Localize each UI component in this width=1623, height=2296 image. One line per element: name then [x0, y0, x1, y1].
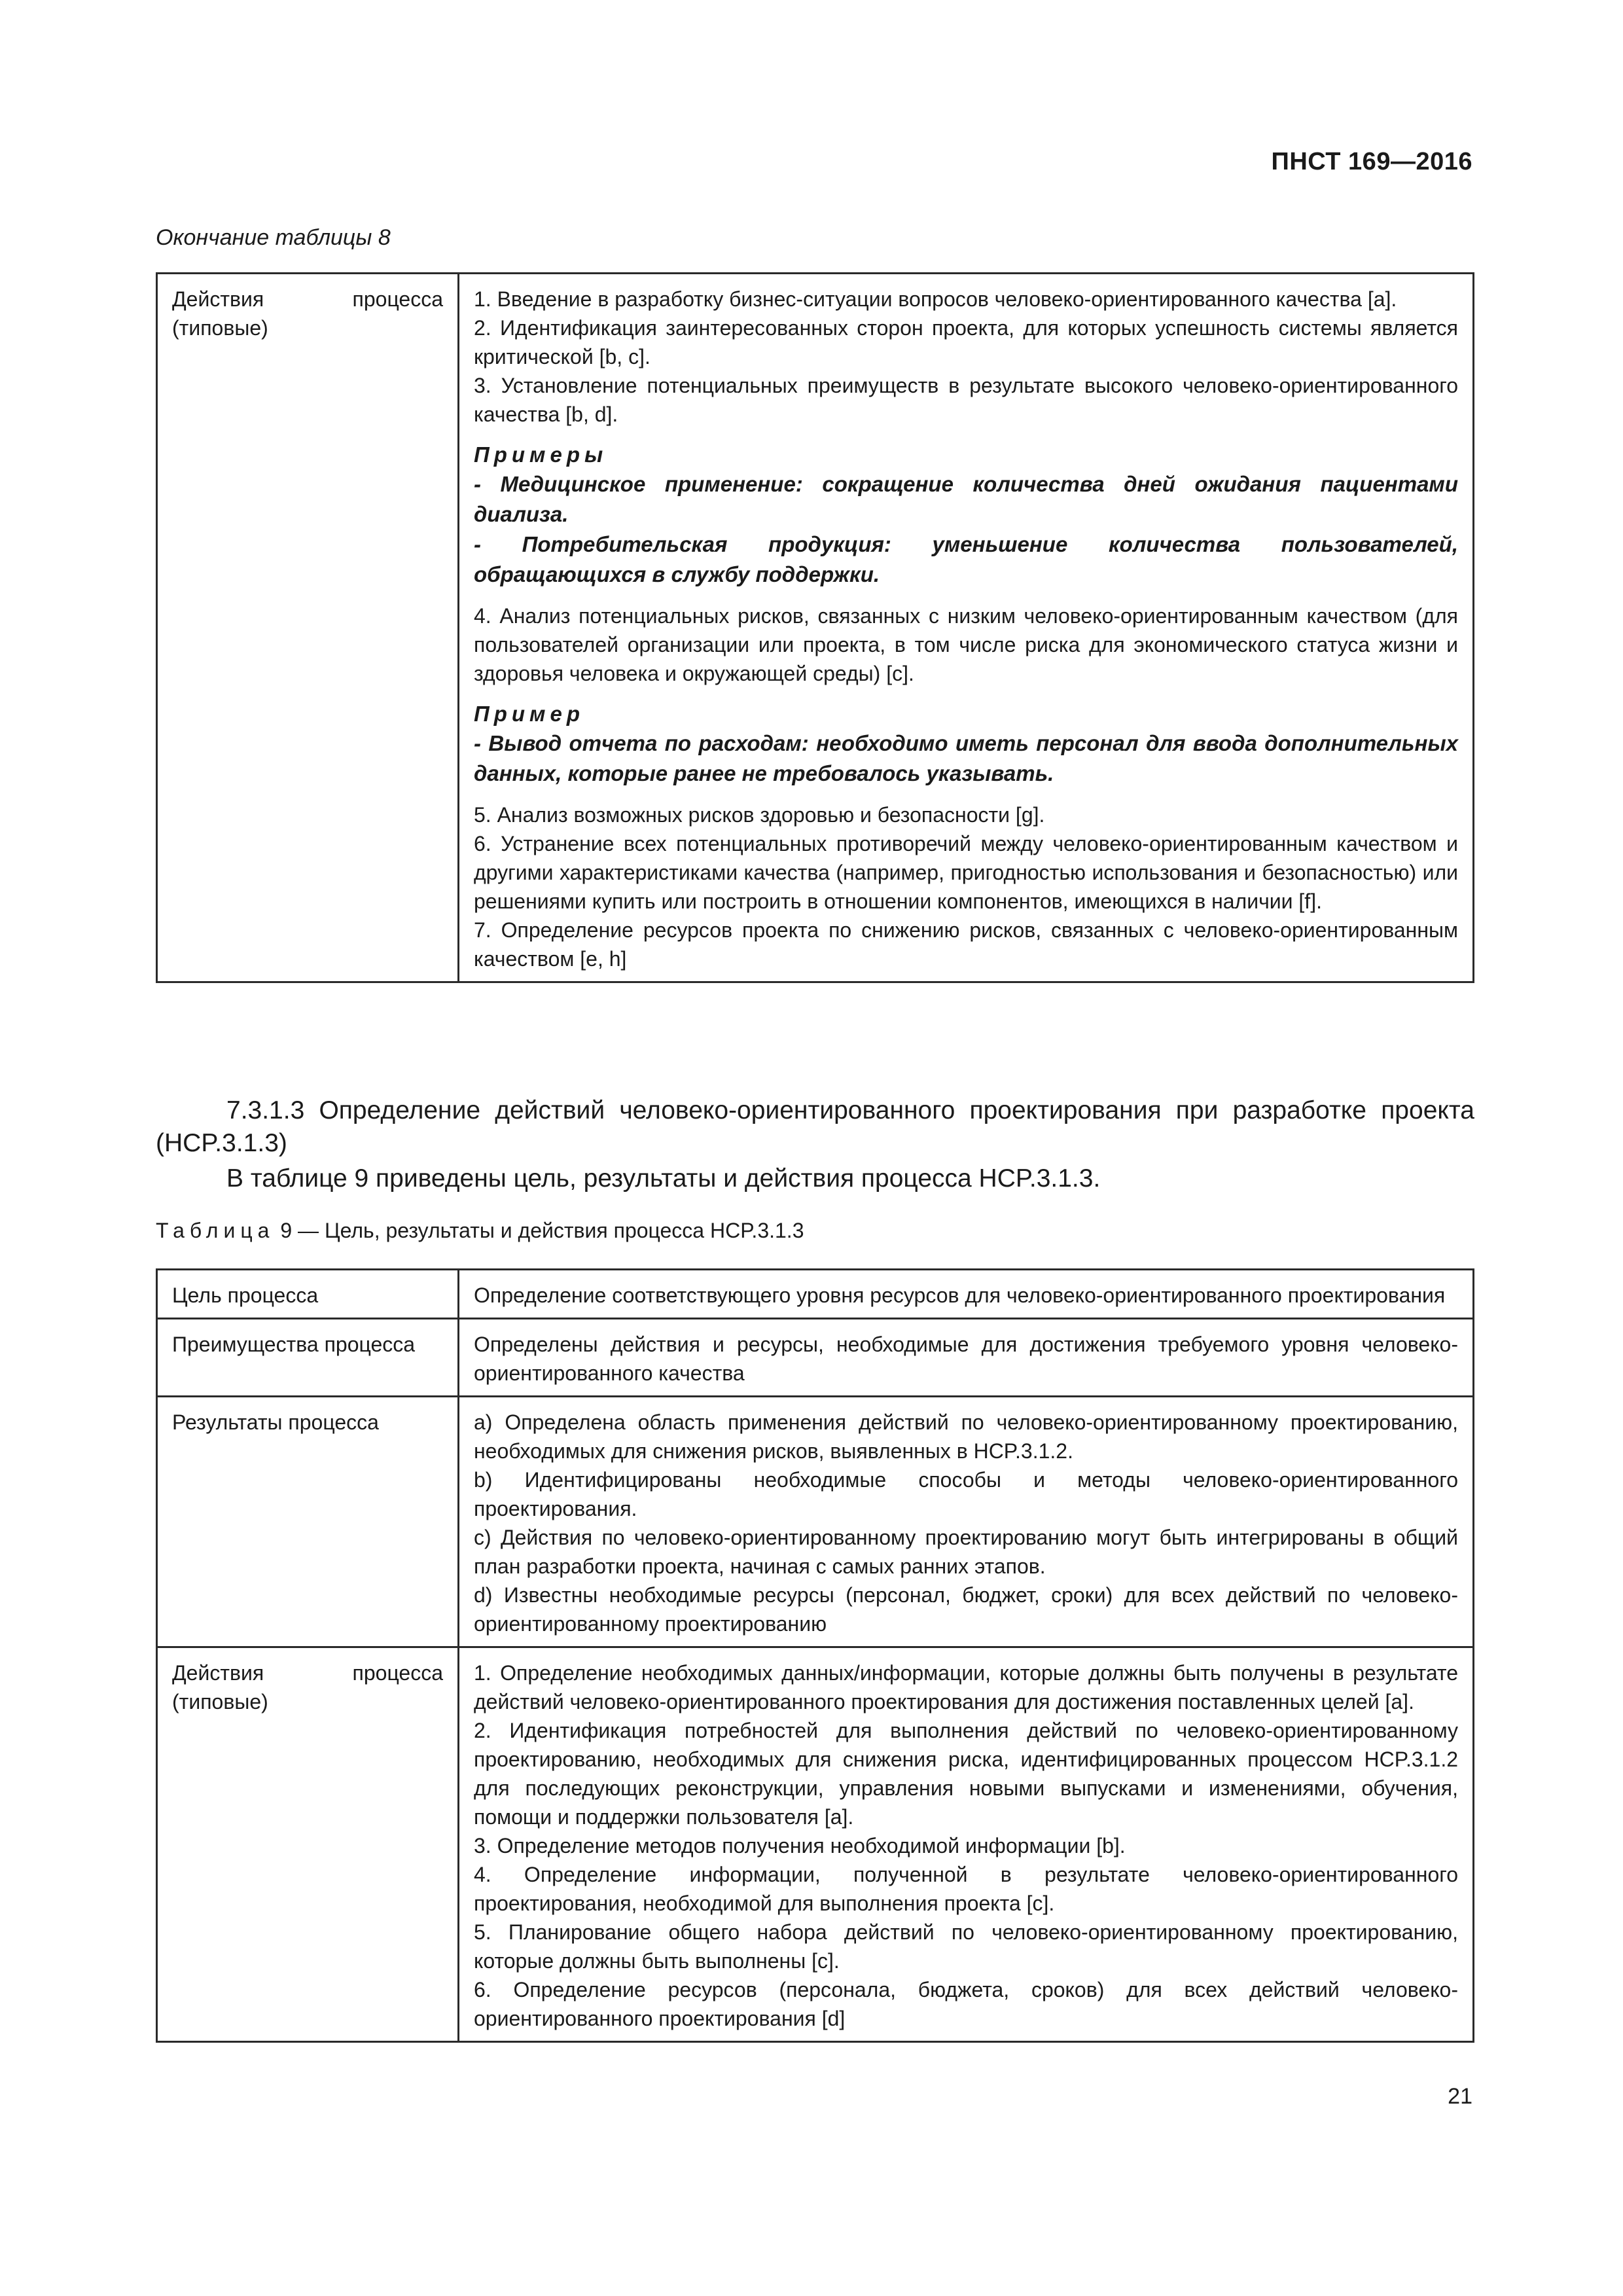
examples-block: [474, 440, 1458, 590]
list-item: 3. Определение методов получения необходимой информации [b].: [474, 1834, 1126, 1857]
section-heading-text: 7.3.1.3 Определение действий человеко-ориентированного проектирования при разработке проекта (HCP.3.1.3): [156, 1096, 1474, 1157]
list-item: c) Действия по человеко-ориентированному проектированию могут быть интегрированы в общий план разработки проекта, начиная с самых ранних этапов.: [474, 1526, 1458, 1578]
table-row: [157, 1270, 1474, 1319]
list-item: Определение соответствующего уровня ресурсов для человеко-ориентированного проектирования: [474, 1283, 1446, 1307]
list-item: 1. Определение необходимых данных/информации, которые должны быть получены в результате действий человеко-ориентированного проектирования для достижения поставленных целей [а].: [474, 1661, 1458, 1713]
intro-paragraph: [156, 1162, 1474, 1195]
row-content: [459, 1397, 1474, 1647]
list-item: 7. Определение ресурсов проекта по снижению рисков, связанных с человеко-ориентированным качеством [e, h]: [474, 918, 1458, 971]
row-label: Действия процесса (типовые): [157, 1647, 459, 2042]
caption-word: Таблица: [156, 1219, 275, 1242]
row-content: [459, 1319, 1474, 1397]
example-block: [474, 700, 1458, 789]
list-item: 5. Анализ возможных рисков здоровью и безопасности [g].: [474, 803, 1045, 827]
examples-title: Примеры: [474, 442, 608, 467]
row-label: Действия процесса (типовые): [157, 274, 459, 982]
list-item: d) Известны необходимые ресурсы (персонал, бюджет, сроки) для всех действий по человеко-ориентированному проектированию: [474, 1583, 1458, 1636]
list-item: 4. Определение информации, полученной в результате человеко-ориентированного проектирования, необходимой для выполнения проекта [c].: [474, 1863, 1458, 1915]
list-item: a) Определена область применения действий по человеко-ориентированному проектированию, необходимых для снижения рисков, выявленных в HCP.3.1.2.: [474, 1410, 1458, 1463]
row-label: Результаты процесса: [157, 1397, 459, 1647]
table-continuation-caption: Окончание таблицы 8: [156, 225, 391, 250]
example-item: - Вывод отчета по расходам: необходимо иметь персонал для ввода дополнительных данных, которые ранее не требовалось указывать.: [474, 731, 1458, 785]
list-item: 6. Определение ресурсов (персонала, бюджета, сроков) для всех действий человеко-ориентированного проектирования [d]: [474, 1978, 1458, 2030]
row-content: [459, 1270, 1474, 1319]
table-row: [157, 1397, 1474, 1647]
section-heading-paragraph: [156, 1094, 1474, 1160]
table-8: [156, 272, 1474, 983]
table-9-caption: [156, 1219, 804, 1243]
actions-group-2: [474, 601, 1458, 688]
list-item: 1. Введение в разработку бизнес-ситуации вопросов человеко-ориентированного качества [а].: [474, 287, 1397, 311]
list-item: 2. Идентификация заинтересованных сторон проекта, для которых успешность системы является критической [b, c].: [474, 316, 1458, 368]
example-title: Пример: [474, 702, 584, 726]
list-item: b) Идентифицированы необходимые способы и методы человеко-ориентированного проектирования.: [474, 1468, 1458, 1520]
table-9: [156, 1268, 1474, 2043]
document-code: ПНСТ 169—2016: [1271, 148, 1472, 175]
table-row: [157, 274, 1474, 982]
row-content: [459, 1647, 1474, 2042]
table-row: [157, 1647, 1474, 2042]
caption-text: 9 — Цель, результаты и действия процесса HCP.3.1.3: [274, 1219, 804, 1242]
table-row: [157, 1319, 1474, 1397]
list-item: 3. Установление потенциальных преимуществ в результате высокого человеко-ориентированного качества [b, d].: [474, 374, 1458, 426]
page-number: 21: [1448, 2084, 1472, 2109]
row-label: Преимущества процесса: [157, 1319, 459, 1397]
example-item: - Медицинское применение: сокращение количества дней ожидания пациентами диализа.: [474, 472, 1458, 526]
list-item: Определены действия и ресурсы, необходимые для достижения требуемого уровня человеко-ориентированного качества: [474, 1333, 1458, 1385]
list-item: 2. Идентификация потребностей для выполнения действий по человеко-ориентированному проектированию, необходимых для снижения риска, идентифицированных процессом HCP.3.1.2 для последующих реконструкции, управления новыми выпусками и изменениями, обучения, помощи и поддержки пользователя [а].: [474, 1719, 1458, 1829]
actions-group-1: [474, 285, 1458, 429]
row-label: Цель процесса: [157, 1270, 459, 1319]
list-item: 5. Планирование общего набора действий по человеко-ориентированному проектированию, которые должны быть выполнены [c].: [474, 1920, 1458, 1973]
list-item: 6. Устранение всех потенциальных противоречий между человеко-ориентированным качеством и другими характеристиками качества (например, пригодностью использования и безопасностью) или решениями купить или построить в отношении компонентов, имеющихся в наличии [f].: [474, 832, 1458, 913]
list-item: 4. Анализ потенциальных рисков, связанных с низким человеко-ориентированным качеством (для пользователей организации или проекта, в том числе риска для экономического статуса жизни и здоровья человека и окружающей среды) [c].: [474, 604, 1458, 685]
actions-group-3: [474, 800, 1458, 973]
intro-text: В таблице 9 приведены цель, результаты и действия процесса HCP.3.1.3.: [226, 1164, 1101, 1193]
row-content: [459, 274, 1474, 982]
example-item: - Потребительская продукция: уменьшение количества пользователей, обращающихся в службу поддержки.: [474, 532, 1458, 586]
